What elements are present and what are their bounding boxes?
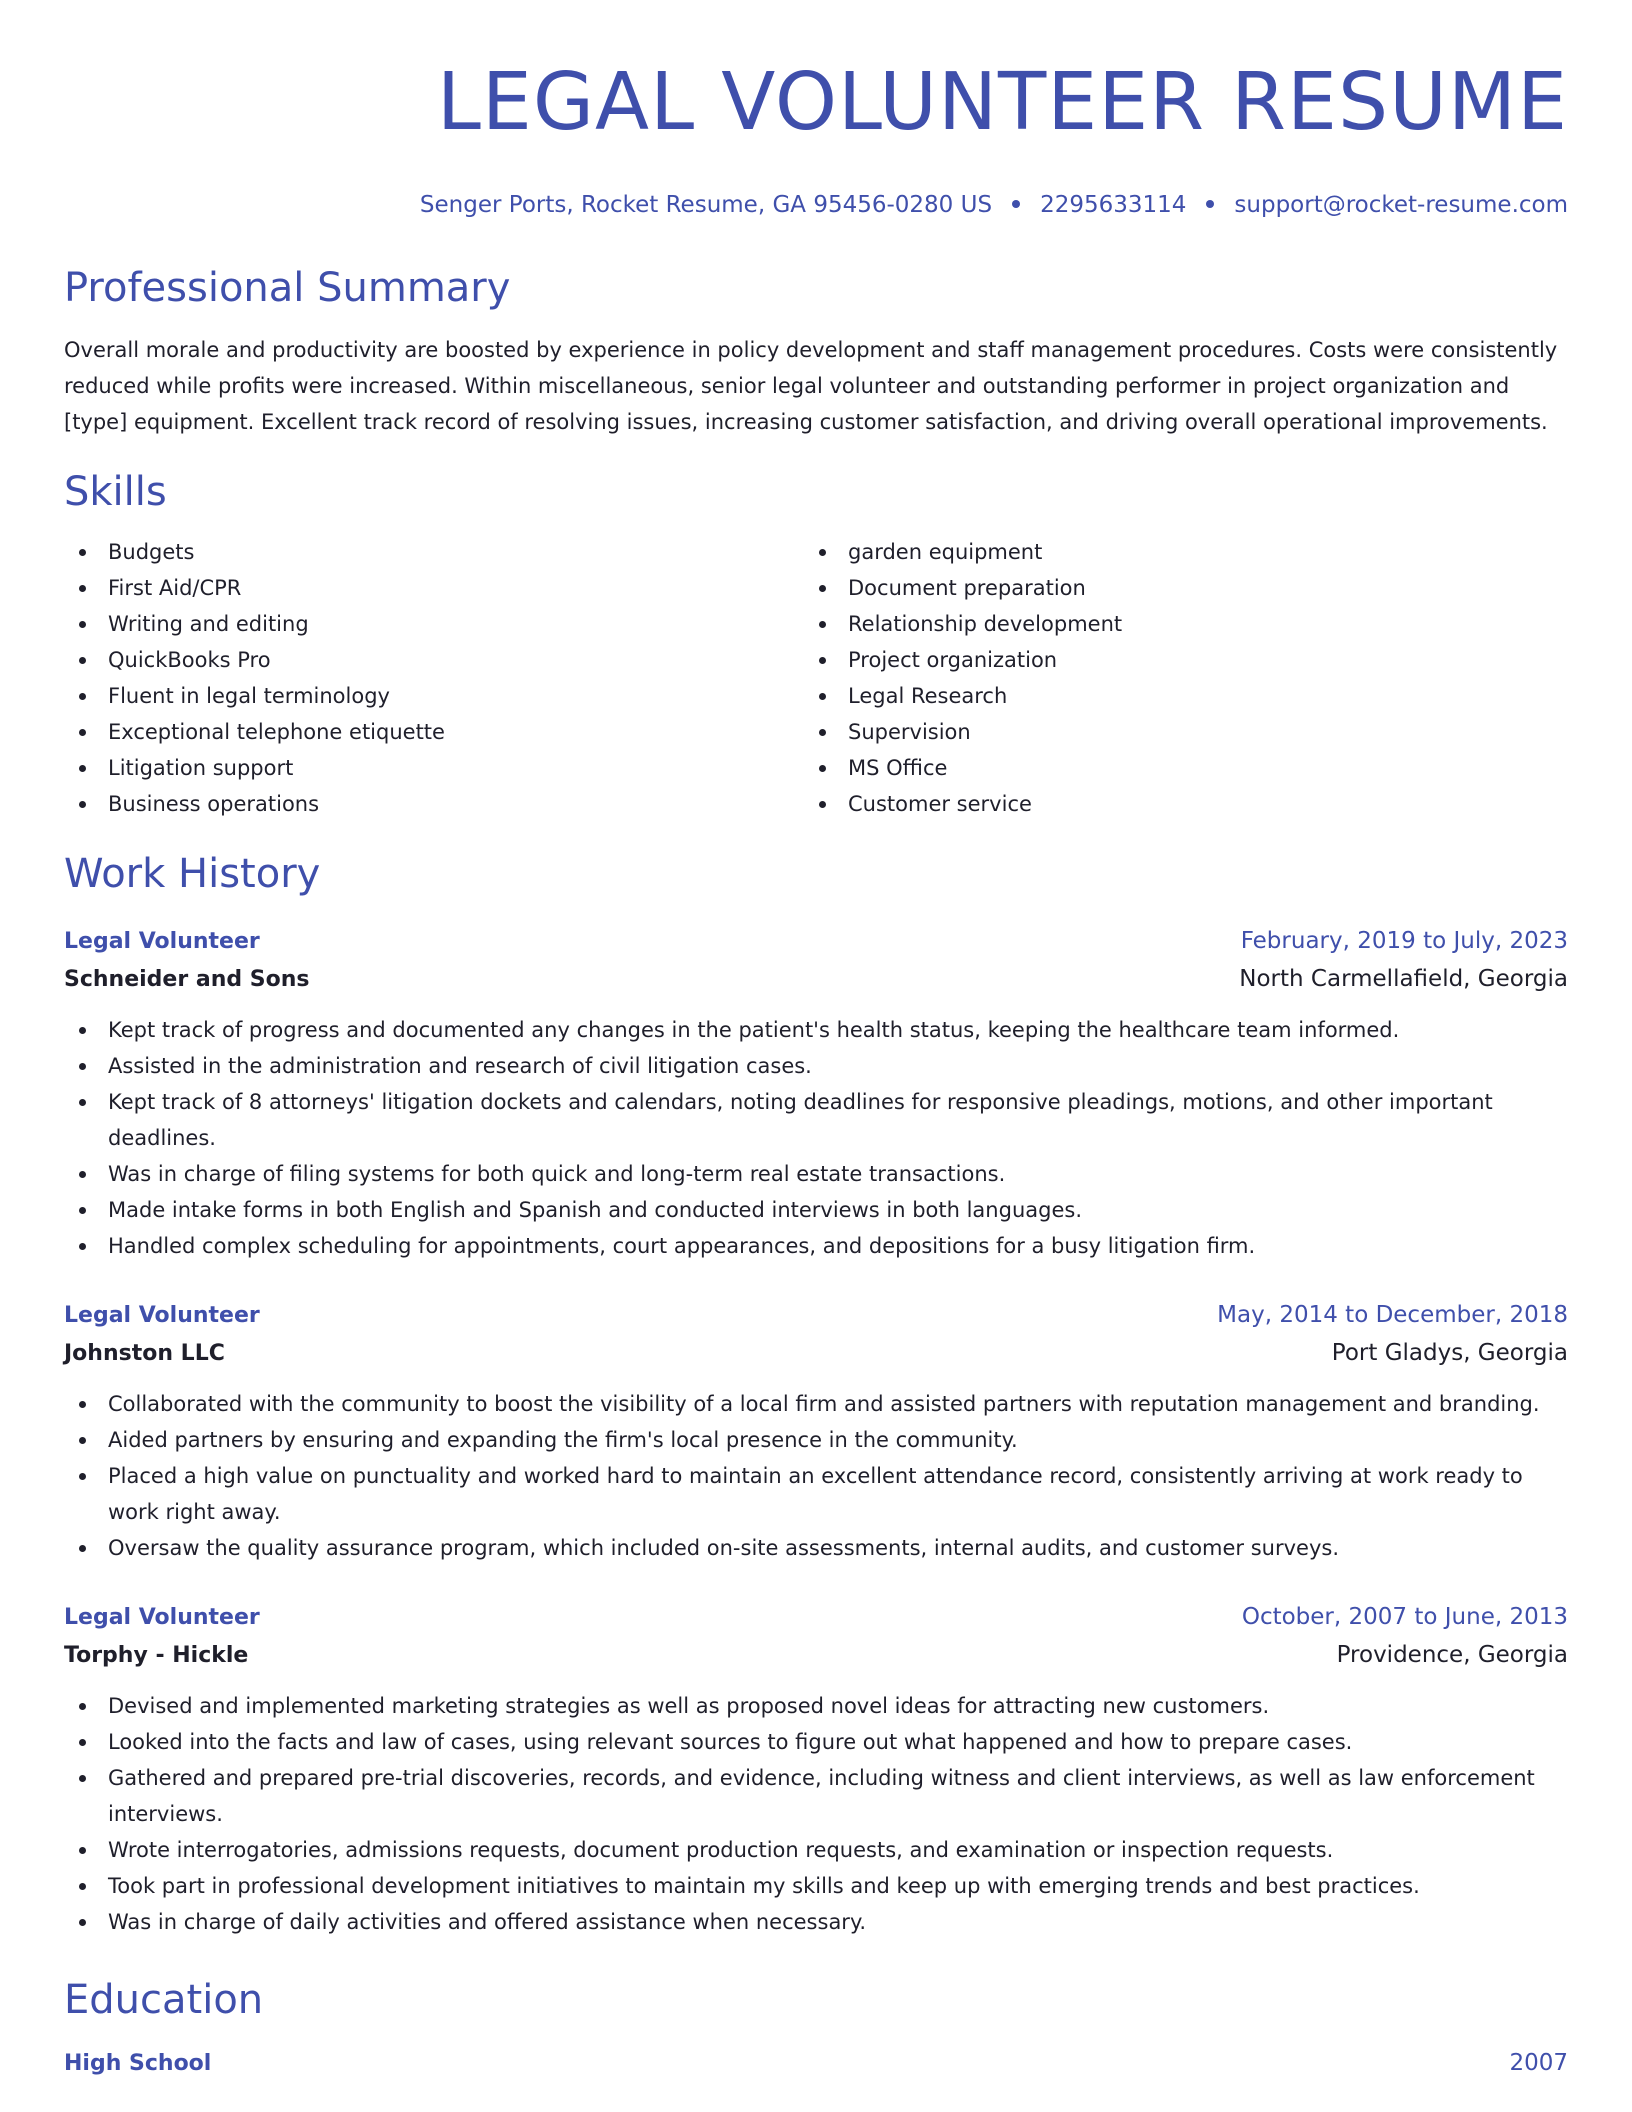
job-title-row [64,924,1568,959]
job-bullet: Assisted in the administration and research of civil litigation cases. [64,1048,1568,1084]
job-company-row [64,1333,1568,1374]
resume-title: LEGAL VOLUNTEER RESUME [436,56,1568,148]
contact-line [64,190,1568,220]
skill-item: Writing and editing [64,606,804,642]
skills-column-left [64,534,804,822]
job-title-row [64,1298,1568,1333]
job-title: Legal Volunteer [64,929,260,954]
job-bullets [64,1012,1568,1264]
job-company: Johnston LLC [64,1341,225,1366]
skill-item: Project organization [804,642,1544,678]
job-bullet: Handled complex scheduling for appointments, court appearances, and depositions for a busy litigation firm. [64,1228,1568,1264]
contact-email: support@rocket-resume.com [1234,192,1568,218]
skill-item: Business operations [64,786,804,822]
job-bullet: Was in charge of daily activities and offered assistance when necessary. [64,1904,1568,1940]
job-dates: May, 2014 to December, 2018 [1217,1302,1568,1328]
skill-item: Customer service [804,786,1544,822]
skills-heading: Skills [64,469,167,515]
job-bullets [64,1688,1568,1940]
skill-item: First Aid/CPR [64,570,804,606]
job-company: Torphy - Hickle [64,1643,249,1668]
job-bullet: Placed a high value on punctuality and worked hard to maintain an excellent attendance record, consistently arriving at work ready to work right away. [64,1458,1568,1530]
education-heading: Education [64,1977,264,2023]
job-bullet: Gathered and prepared pre-trial discoveries, records, and evidence, including witness and client interviews, as well as law enforcement interviews. [64,1760,1568,1832]
skill-item: QuickBooks Pro [64,642,804,678]
job-bullet: Kept track of progress and documented any changes in the patient's health status, keeping the healthcare team informed. [64,1012,1568,1048]
job-company: Schneider and Sons [64,967,310,992]
job-bullet: Kept track of 8 attorneys' litigation dockets and calendars, noting deadlines for responsive pleadings, motions, and other important deadlines. [64,1084,1568,1156]
skill-item: MS Office [804,750,1544,786]
job-entry [64,924,1568,1264]
skill-item: Relationship development [804,606,1544,642]
job-bullet: Made intake forms in both English and Spanish and conducted interviews in both languages. [64,1192,1568,1228]
skill-item: Budgets [64,534,804,570]
contact-address: Senger Ports, Rocket Resume, GA 95456-0280 US [419,192,993,218]
job-entry [64,1298,1568,1566]
job-bullet: Devised and implemented marketing strategies as well as proposed novel ideas for attracting new customers. [64,1688,1568,1724]
skills-column-right [804,534,1544,822]
job-location: Providence, Georgia [1336,1642,1568,1668]
skills-grid [64,534,1568,822]
job-bullets [64,1386,1568,1566]
job-dates: October, 2007 to June, 2013 [1241,1604,1568,1630]
separator-dot [1012,200,1020,208]
skill-item: Supervision [804,714,1544,750]
skill-item: garden equipment [804,534,1544,570]
work-history-list [64,924,1568,1940]
education-entry [64,2046,1568,2081]
job-bullet: Wrote interrogatories, admissions requests, document production requests, and examination or inspection requests. [64,1832,1568,1868]
job-bullet: Aided partners by ensuring and expanding the firm's local presence in the community. [64,1422,1568,1458]
job-dates: February, 2019 to July, 2023 [1240,928,1568,954]
skill-item: Legal Research [804,678,1544,714]
job-company-row [64,1635,1568,1676]
skill-item: Fluent in legal terminology [64,678,804,714]
job-title: Legal Volunteer [64,1605,260,1630]
job-title: Legal Volunteer [64,1303,260,1328]
job-bullet: Was in charge of filing systems for both quick and long-term real estate transactions. [64,1156,1568,1192]
education-degree: High School [64,2051,212,2076]
work-history-heading: Work History [64,851,321,897]
job-location: North Carmellafield, Georgia [1239,966,1568,992]
skill-item: Document preparation [804,570,1544,606]
job-bullet: Took part in professional development initiatives to maintain my skills and keep up with emerging trends and best practices. [64,1868,1568,1904]
summary-text: Overall morale and productivity are boosted by experience in policy development and staff management procedures. Costs were consistently reduced while profits were increased. Within miscellaneous, senior legal volunteer and outstanding performer in project organization and [type] equipment. Excellent track record of resolving issues, increasing customer satisfaction, and driving overall operational improvements. [64,338,1558,434]
education-year: 2007 [1509,2050,1568,2076]
skill-item: Exceptional telephone etiquette [64,714,804,750]
job-location: Port Gladys, Georgia [1331,1340,1568,1366]
job-bullet: Collaborated with the community to boost the visibility of a local firm and assisted partners with reputation management and branding. [64,1386,1568,1422]
job-company-row [64,959,1568,1000]
contact-phone: 2295633114 [1040,192,1187,218]
job-bullet: Looked into the facts and law of cases, using relevant sources to figure out what happened and how to prepare cases. [64,1724,1568,1760]
job-entry [64,1600,1568,1940]
summary-heading: Professional Summary [64,265,511,311]
job-bullet: Oversaw the quality assurance program, which included on-site assessments, internal audits, and customer surveys. [64,1530,1568,1566]
separator-dot [1206,200,1214,208]
skill-item: Litigation support [64,750,804,786]
job-title-row [64,1600,1568,1635]
